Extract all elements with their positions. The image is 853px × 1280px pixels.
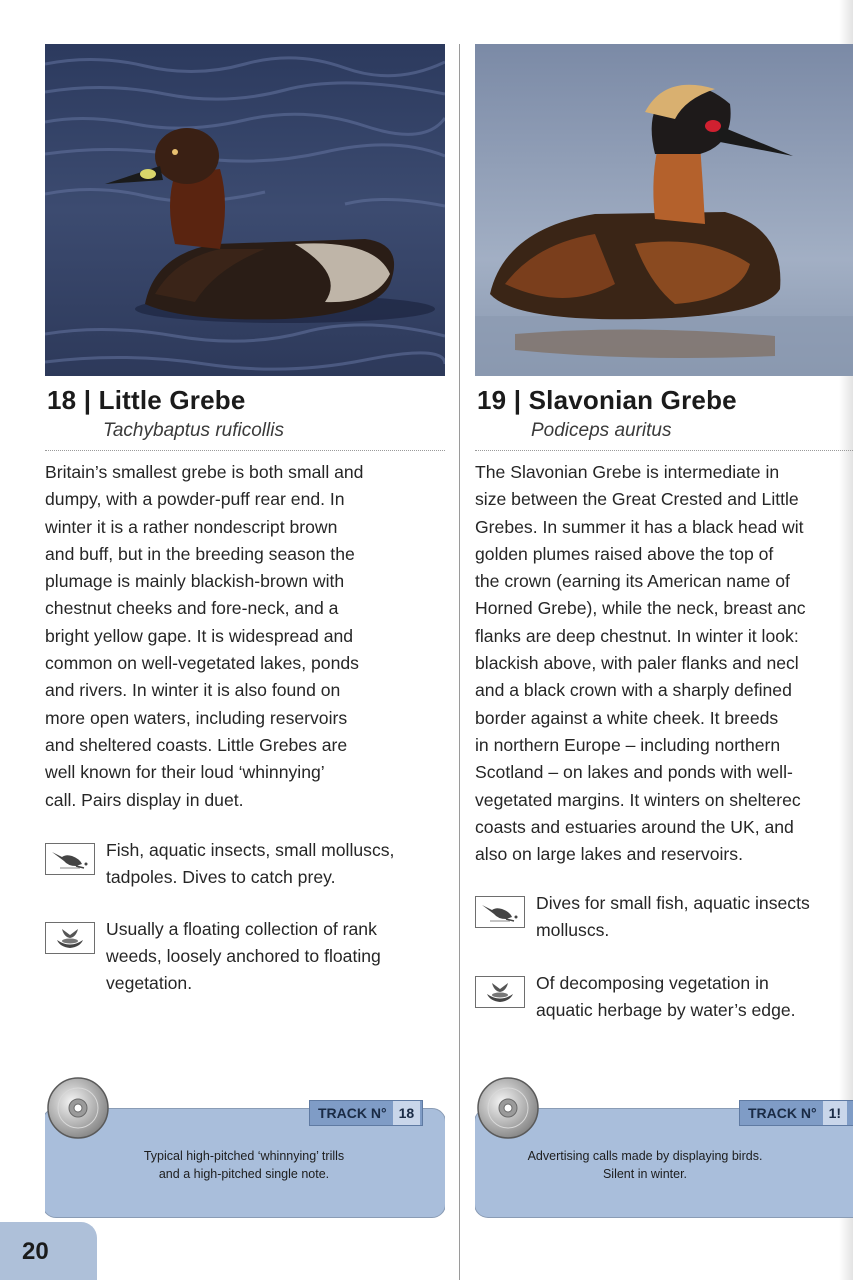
description-line: common on well-vegetated lakes, ponds [45,653,359,674]
nest-icon [475,976,525,1008]
description-line: more open waters, including reservoirs [45,707,348,728]
nest-line: Of decomposing vegetation in [536,973,769,993]
nest-line: aquatic herbage by water’s edge. [536,1000,796,1020]
description-line: plumage is mainly blackish-brown with [45,571,345,592]
description-line: the crown (earning its American name of [475,571,790,592]
track-line: Advertising calls made by displaying birds. [527,1149,763,1163]
nest-line: weeds, loosely anchored to floating [106,946,381,966]
nest-icon [45,922,95,954]
track-line: Typical high-pitched ‘whinnying’ trills [143,1149,345,1163]
nest-line: Usually a floating collection of rank [106,919,377,939]
description-line: border against a white cheek. It breeds [475,707,779,728]
description-line: also on large lakes and reservoirs. [475,844,743,865]
description-line: dumpy, with a powder-puff rear end. In [45,489,345,510]
cd-disc-icon [46,1076,110,1140]
species-latin-name: Tachybaptus ruficollis [103,420,284,441]
track-number: 1! [823,1101,847,1125]
food-line: Fish, aquatic insects, small molluscs, [106,840,395,860]
nest-text [106,916,445,997]
title-rule [475,450,853,451]
description-line: flanks are deep chestnut. In winter it look: [475,625,799,646]
food-line: tadpoles. Dives to catch prey. [106,867,336,887]
track-description [45,1147,445,1183]
page-number: 20 [22,1238,49,1265]
food-line: Dives for small fish, aquatic insects [536,893,810,913]
description-line: chestnut cheeks and fore-neck, and a [45,598,339,619]
track-badge [309,1100,423,1126]
description-line: The Slavonian Grebe is intermediate in [475,462,780,482]
slavonian-grebe-photo [475,44,853,376]
description-line: call. Pairs display in duet. [45,789,244,810]
page-number-tab [0,1222,97,1280]
species-latin-name: Podiceps auritus [531,420,672,441]
species-title: 18 | Little Grebe [47,385,246,415]
description-line: golden plumes raised above the top of [475,543,774,564]
description-line: coasts and estuaries around the UK, and [475,816,794,837]
species-entry-slavonian-grebe [475,0,853,1280]
column-divider [459,44,460,1280]
description-line: Horned Grebe), while the neck, breast anc [475,598,806,619]
track-description [475,1147,815,1183]
cd-disc-icon [476,1076,540,1140]
bird-feeding-icon [45,843,95,875]
track-line: and a high-pitched single note. [158,1167,330,1181]
bird-feeding-icon [475,896,525,928]
description-line: vegetated margins. It winters on shelterec [475,789,801,810]
description-line: Britain’s smallest grebe is both small and [45,462,364,482]
description-line: well known for their loud ‘whinnying’ [45,762,325,783]
description-line: and sheltered coasts. Little Grebes are [45,734,348,755]
little-grebe-photo [45,44,445,376]
species-entry-little-grebe [45,0,445,1280]
description-line: and rivers. In winter it is also found on [45,680,341,701]
track-label: TRACK N° [748,1105,817,1121]
food-text [106,837,445,891]
food-text [536,890,810,944]
track-line: Silent in winter. [602,1167,688,1181]
track-number: 18 [393,1101,421,1125]
description-line: and buff, but in the breeding season the [45,543,355,564]
nest-line: vegetation. [106,973,193,993]
species-description [475,459,853,868]
food-line: molluscs. [536,920,610,940]
description-line: blackish above, with paler flanks and necl [475,653,799,674]
description-line: in northern Europe – including northern [475,734,781,755]
description-line: winter it is a rather nondescript brown [45,516,338,537]
nest-text [536,970,796,1024]
track-label: TRACK N° [318,1105,387,1121]
track-badge [739,1100,853,1126]
description-line: Grebes. In summer it has a black head wit [475,516,804,537]
description-line: and a black crown with a sharply defined [475,680,792,701]
species-title: 19 | Slavonian Grebe [477,385,737,415]
description-line: bright yellow gape. It is widespread and [45,625,354,646]
description-line: size between the Great Crested and Little [475,489,799,510]
description-line: Scotland – on lakes and ponds with well- [475,762,793,783]
title-rule [45,450,445,451]
species-description [45,459,445,814]
